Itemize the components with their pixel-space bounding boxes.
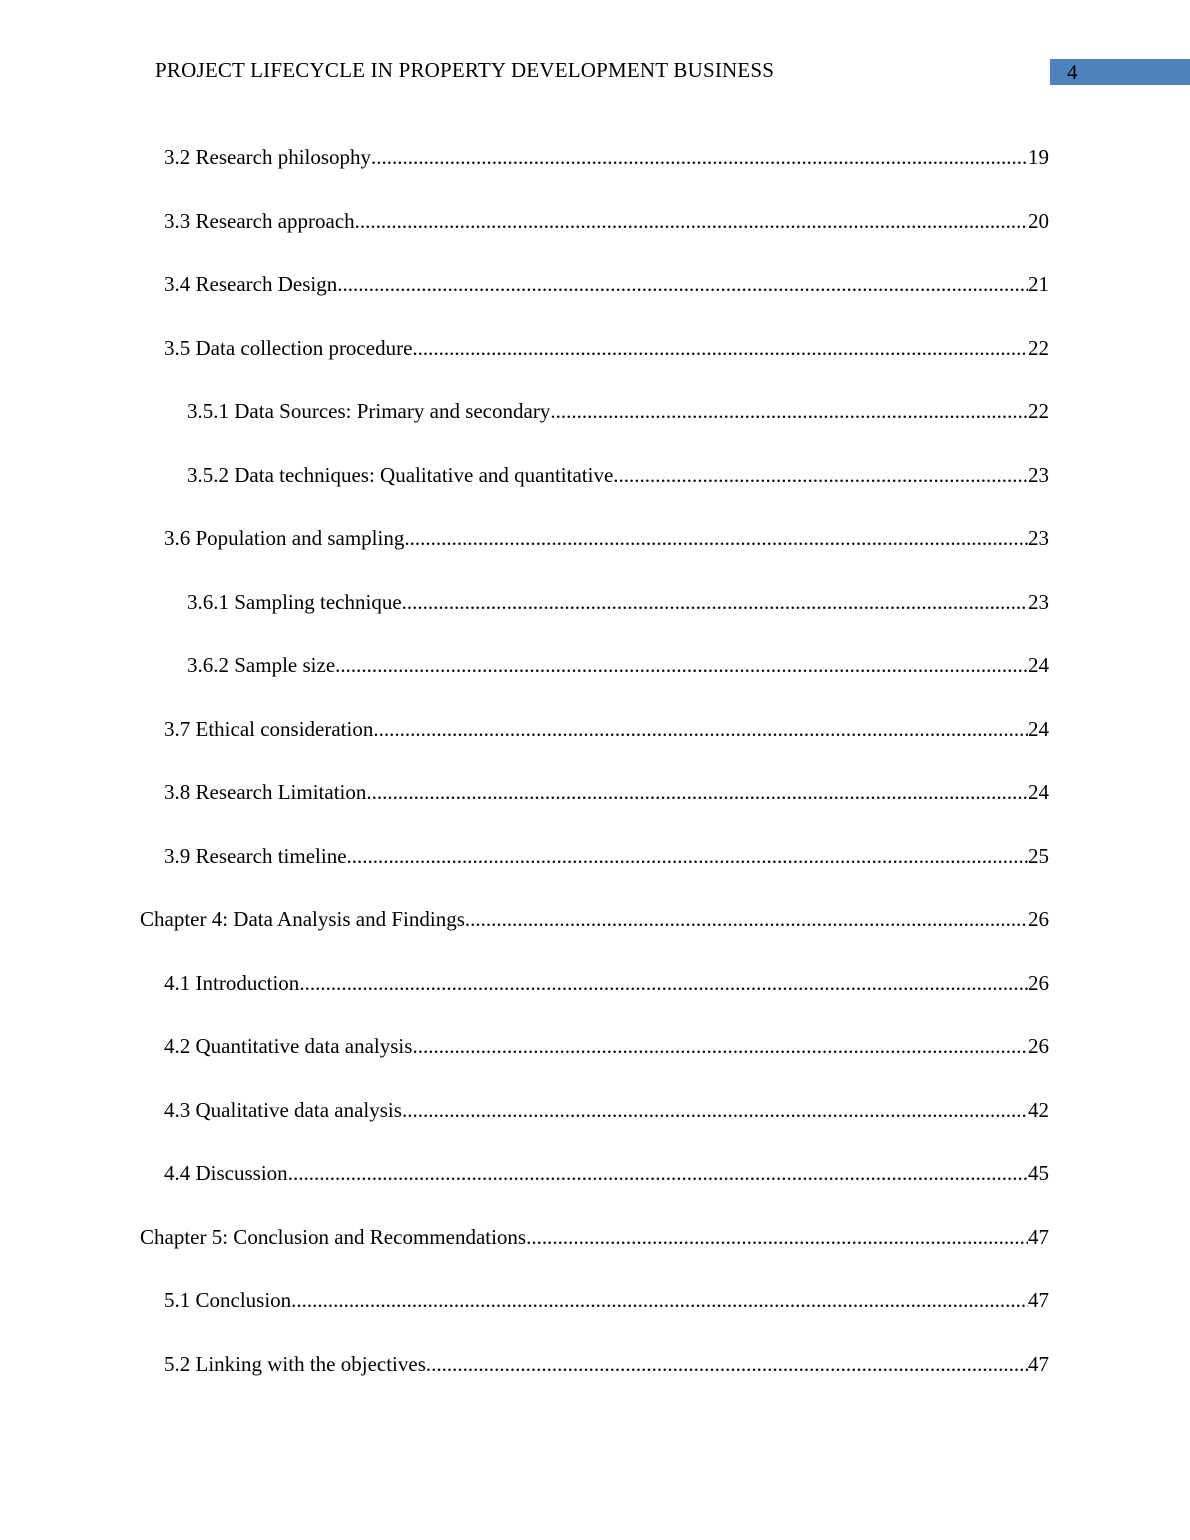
toc-entry-label: 3.6.2 Sample size [187,653,336,677]
toc-entry-chapter[interactable] [0,902,1190,966]
toc-entry-label: 3.4 Research Design [164,272,338,296]
toc-entry-page: 23 [1028,589,1049,614]
toc-dot-leader [288,1156,1028,1190]
toc-entry-label: 3.3 Research approach [164,208,355,233]
toc-entry-label: 3.5.2 Data techniques: Qualitative and quantitative [187,462,614,487]
toc-dot-leader [404,521,1028,555]
toc-dot-leader [402,1093,1028,1127]
toc-entry[interactable] [0,140,1190,204]
toc-dot-leader [412,331,1028,365]
toc-entry[interactable] [0,394,1190,458]
toc-entry-page: 23 [1028,526,1049,550]
toc-entry-page: 26 [1028,907,1049,931]
toc-entry-label: 5.2 Linking with the objectives [164,1351,426,1376]
toc-entry-label: 3.6 Population and sampling [164,526,405,550]
toc-entry-page: 26 [1028,1034,1049,1058]
toc-entry-label: 3.2 Research philosophy [164,145,372,169]
toc-entry[interactable] [0,966,1190,1030]
toc-entry-page: 24 [1028,780,1049,804]
page-number-box [1050,59,1190,85]
toc-entry-page: 42 [1028,1097,1049,1122]
toc-dot-leader [526,1220,1028,1254]
toc-dot-leader [291,1283,1028,1317]
toc-entry-label: 5.1 Conclusion [164,1288,292,1312]
toc-entry-page: 26 [1028,970,1049,995]
toc-entry-label: Chapter 4: Data Analysis and Findings [140,907,465,931]
toc-entry[interactable] [0,521,1190,585]
toc-entry[interactable] [0,1156,1190,1220]
toc-entry[interactable] [0,839,1190,903]
toc-dot-leader [412,1029,1028,1063]
toc-entry-page: 22 [1028,335,1049,360]
toc-entry-label: 3.6.1 Sampling technique [187,589,402,614]
toc-entry-label: 4.4 Discussion [164,1161,288,1185]
toc-entry[interactable] [0,648,1190,712]
toc-dot-leader [550,394,1028,428]
toc-entry-page: 23 [1028,462,1049,487]
toc-entry-label: 3.5.1 Data Sources: Primary and secondary [187,399,551,423]
toc-entry-chapter[interactable] [0,1220,1190,1284]
toc-dot-leader [299,966,1028,1000]
toc-dot-leader [335,648,1028,682]
toc-dot-leader [465,902,1028,936]
toc-entry[interactable] [0,712,1190,776]
toc-entry-page: 21 [1028,272,1049,296]
toc-entry-page: 24 [1028,653,1049,677]
toc-entry[interactable] [0,1029,1190,1093]
toc-dot-leader [613,458,1028,492]
toc-entry-page: 47 [1028,1288,1049,1312]
toc-entry-page: 25 [1028,843,1049,868]
toc-entry-page: 24 [1028,716,1049,741]
toc-entry[interactable] [0,585,1190,649]
toc-dot-leader [355,204,1028,238]
toc-entry[interactable] [0,1347,1190,1411]
toc-entry[interactable] [0,1093,1190,1157]
toc-entry-label: 4.1 Introduction [164,970,300,995]
toc-entry-label: 4.2 Quantitative data analysis [164,1034,413,1058]
running-head-title: PROJECT LIFECYCLE IN PROPERTY DEVELOPMENT BUSINESS [155,58,775,82]
toc-entry-page: 47 [1028,1351,1049,1376]
toc-dot-leader [337,267,1028,301]
toc-entry[interactable] [0,204,1190,268]
toc-entry-page: 45 [1028,1161,1049,1185]
toc-dot-leader [426,1347,1028,1381]
toc-entry[interactable] [0,775,1190,839]
toc-dot-leader [373,712,1028,746]
table-of-contents [0,140,1190,1410]
toc-entry-label: Chapter 5: Conclusion and Recommendations [140,1224,527,1249]
toc-entry[interactable] [0,458,1190,522]
toc-entry-page: 47 [1028,1224,1049,1249]
toc-entry-label: 3.8 Research Limitation [164,780,367,804]
toc-entry[interactable] [0,331,1190,395]
toc-dot-leader [366,775,1028,809]
toc-entry-page: 22 [1028,399,1049,423]
toc-entry-label: 3.5 Data collection procedure [164,335,413,360]
page-number: 4 [1067,60,1078,84]
toc-entry[interactable] [0,1283,1190,1347]
toc-dot-leader [347,839,1028,873]
toc-entry-label: 3.9 Research timeline [164,843,347,868]
toc-entry-label: 3.7 Ethical consideration [164,716,374,741]
toc-entry-page: 20 [1028,208,1049,233]
toc-dot-leader [402,585,1028,619]
toc-dot-leader [371,140,1028,174]
toc-entry[interactable] [0,267,1190,331]
toc-entry-label: 4.3 Qualitative data analysis [164,1097,402,1122]
toc-entry-page: 19 [1028,145,1049,169]
